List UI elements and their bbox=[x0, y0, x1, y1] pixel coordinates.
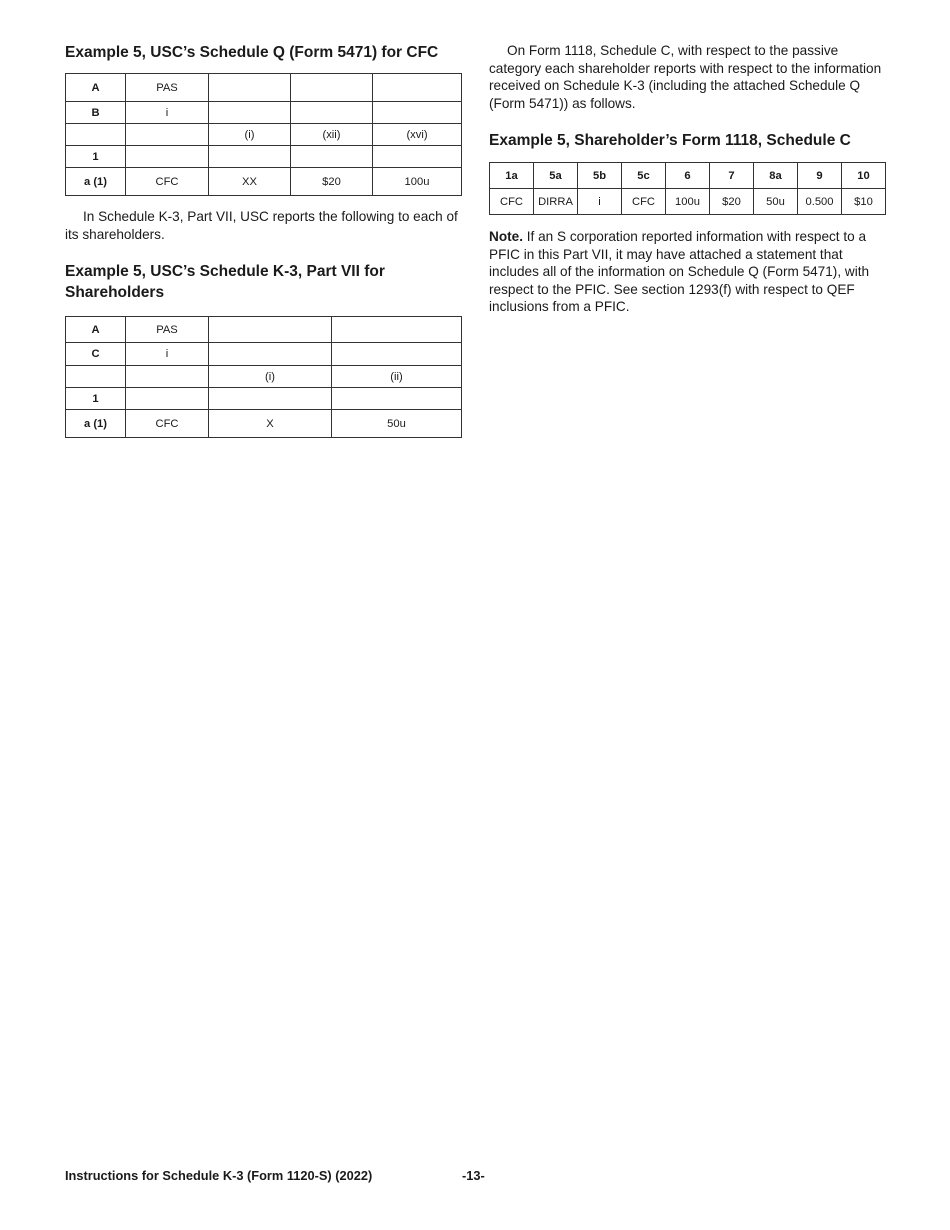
table-cell bbox=[373, 146, 462, 168]
table-cell: $10 bbox=[842, 189, 886, 215]
table-header-cell: 7 bbox=[710, 163, 754, 189]
table-cell bbox=[373, 74, 462, 102]
table-cell bbox=[209, 146, 291, 168]
paragraph-form-1118: On Form 1118, Schedule C, with respect to the passive category each shareholder reports with respect to the information received on Schedule K-3 (including the attached Schedule Q (Form 5471)) as follows. bbox=[489, 43, 882, 111]
table-cell: CFC bbox=[490, 189, 534, 215]
table-cell: 50u bbox=[754, 189, 798, 215]
table-cell: 100u bbox=[373, 168, 462, 196]
table-cell: CFC bbox=[126, 410, 209, 438]
table-cell bbox=[126, 388, 209, 410]
table-header-cell: 6 bbox=[666, 163, 710, 189]
right-column bbox=[489, 42, 886, 316]
table-header-cell: 5b bbox=[578, 163, 622, 189]
table-cell bbox=[291, 146, 373, 168]
table-cell bbox=[66, 366, 126, 388]
note-paragraph bbox=[489, 228, 886, 316]
table-header-cell: 9 bbox=[798, 163, 842, 189]
schedule-k3-table bbox=[65, 316, 462, 438]
table-cell: (xvi) bbox=[373, 124, 462, 146]
table-cell bbox=[126, 124, 209, 146]
table-cell bbox=[209, 317, 332, 343]
table-cell: a (1) bbox=[66, 410, 126, 438]
table-header-cell: 10 bbox=[842, 163, 886, 189]
schedule-q-table bbox=[65, 73, 462, 196]
heading-schedule-q: Example 5, USC’s Schedule Q (Form 5471) for CFC bbox=[65, 44, 439, 61]
table-row bbox=[490, 189, 886, 215]
table-cell bbox=[332, 388, 462, 410]
table-cell: i bbox=[578, 189, 622, 215]
table-cell bbox=[332, 343, 462, 366]
table-cell: (i) bbox=[209, 366, 332, 388]
page-number: -13- bbox=[462, 1168, 485, 1183]
table-cell: 100u bbox=[666, 189, 710, 215]
table-cell: B bbox=[66, 102, 126, 124]
left-column bbox=[65, 42, 462, 438]
table-row bbox=[66, 168, 462, 196]
table-cell: X bbox=[209, 410, 332, 438]
note-label: Note. bbox=[489, 229, 523, 244]
table-row bbox=[66, 388, 462, 410]
table-cell: PAS bbox=[126, 317, 209, 343]
heading-form-1118: Example 5, Shareholder’s Form 1118, Schedule C bbox=[489, 132, 851, 149]
table-cell: CFC bbox=[126, 168, 209, 196]
table-cell bbox=[126, 366, 209, 388]
table-cell bbox=[373, 102, 462, 124]
table-cell: 0.500 bbox=[798, 189, 842, 215]
table-header-cell: 1a bbox=[490, 163, 534, 189]
table-cell bbox=[209, 102, 291, 124]
table-row bbox=[66, 124, 462, 146]
footer-title: Instructions for Schedule K-3 (Form 1120-S) (2022) bbox=[65, 1168, 373, 1183]
table-cell: i bbox=[126, 102, 209, 124]
table-cell: 50u bbox=[332, 410, 462, 438]
paragraph-schedule-k3: In Schedule K-3, Part VII, USC reports the following to each of its shareholders. bbox=[65, 209, 458, 242]
table-cell: i bbox=[126, 343, 209, 366]
table-row bbox=[66, 317, 462, 343]
table-cell: A bbox=[66, 74, 126, 102]
table-cell: a (1) bbox=[66, 168, 126, 196]
table-cell: 1 bbox=[66, 146, 126, 168]
table-cell: 1 bbox=[66, 388, 126, 410]
table-cell: XX bbox=[209, 168, 291, 196]
table-cell: $20 bbox=[291, 168, 373, 196]
table-row bbox=[66, 74, 462, 102]
table-header-row bbox=[490, 163, 886, 189]
table-cell: CFC bbox=[622, 189, 666, 215]
table-cell: (i) bbox=[209, 124, 291, 146]
table-cell: (ii) bbox=[332, 366, 462, 388]
table-cell bbox=[209, 74, 291, 102]
table-row bbox=[66, 102, 462, 124]
table-cell bbox=[66, 124, 126, 146]
table-cell: DIRRA bbox=[534, 189, 578, 215]
table-header-cell: 8a bbox=[754, 163, 798, 189]
table-cell bbox=[126, 146, 209, 168]
table-cell bbox=[291, 74, 373, 102]
table-row bbox=[66, 343, 462, 366]
table-cell bbox=[291, 102, 373, 124]
table-cell: C bbox=[66, 343, 126, 366]
table-cell: $20 bbox=[710, 189, 754, 215]
table-cell bbox=[209, 343, 332, 366]
table-cell: PAS bbox=[126, 74, 209, 102]
table-row bbox=[66, 366, 462, 388]
table-row bbox=[66, 146, 462, 168]
table-row bbox=[66, 410, 462, 438]
table-header-cell: 5c bbox=[622, 163, 666, 189]
table-cell bbox=[209, 388, 332, 410]
form-1118-table bbox=[489, 162, 886, 215]
table-cell: A bbox=[66, 317, 126, 343]
table-header-cell: 5a bbox=[534, 163, 578, 189]
table-cell bbox=[332, 317, 462, 343]
heading-schedule-k3: Example 5, USC’s Schedule K-3, Part VII for Shareholders bbox=[65, 263, 385, 301]
note-text: If an S corporation reported information with respect to a PFIC in this Part VII, it may have attached a statement that includes all of the information on Schedule Q (Form 5471), with respect to the PFIC. See section 1293(f) with respect to QEF inclusions from a PFIC. bbox=[489, 229, 870, 314]
table-cell: (xii) bbox=[291, 124, 373, 146]
